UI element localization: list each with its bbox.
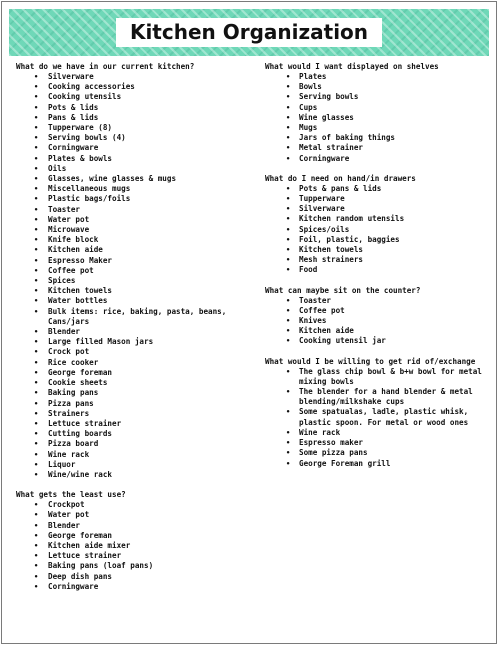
list-item-text: Baking pans (loaf pans): [48, 561, 154, 571]
bullet-icon: •: [34, 399, 39, 408]
list-item: [264, 72, 492, 82]
bullet-icon: •: [34, 409, 39, 418]
list-item-text: Large filled Mason jars: [48, 337, 154, 347]
bullet-icon: •: [34, 521, 39, 530]
bullet-icon: •: [286, 73, 291, 81]
list-item-text: Tupperware: [299, 194, 345, 204]
list-item-text: Spices/oils: [299, 224, 350, 234]
list-item-text: Lettuce strainer: [48, 418, 122, 428]
list-item-text: Crockpot: [48, 500, 85, 510]
bullet-icon: •: [34, 368, 39, 377]
bullet-icon: •: [286, 124, 291, 133]
bullet-icon: •: [286, 337, 291, 346]
list-item: [264, 92, 492, 102]
list-item: [15, 327, 255, 337]
list-item-text: Crock pot: [48, 347, 90, 357]
bullet-icon: •: [286, 144, 291, 153]
list-item: [15, 194, 255, 204]
section-heading: What do we have in our current kitchen?: [16, 62, 195, 71]
list-item: [15, 266, 255, 276]
section-heading: What do I need on hand/in drawers: [265, 173, 416, 183]
list-item-text: Espresso Maker: [48, 255, 113, 265]
list-item: [264, 133, 492, 143]
list-item: [15, 500, 255, 510]
list-item-text: Cooking utensils: [48, 92, 122, 102]
list-item: [264, 103, 492, 113]
list-item-text: Water pot: [48, 510, 90, 520]
section-least-use: [15, 489, 255, 592]
list-item-text: Pots & pans & lids: [299, 183, 382, 193]
list-item: [15, 551, 255, 561]
title-banner: [9, 9, 489, 56]
list-item: [264, 265, 492, 275]
bullet-icon: •: [34, 266, 39, 275]
bullet-icon: •: [286, 449, 291, 458]
list-item: [15, 531, 255, 541]
list-item: [15, 429, 255, 439]
list-item-text: Espresso maker: [299, 438, 364, 448]
list-item: [15, 378, 255, 388]
bullet-icon: •: [286, 408, 291, 417]
list-item-text: Wine glasses: [299, 112, 354, 122]
bullet-icon: •: [34, 287, 39, 296]
list-item: [15, 92, 255, 102]
list-item-text: Plates: [299, 72, 327, 81]
bullet-icon: •: [286, 225, 291, 234]
section-drawers: [264, 173, 492, 276]
list-item: [15, 399, 255, 409]
section-heading: What would I want displayed on shelves: [265, 62, 439, 71]
list-item-text: Wine rack: [48, 449, 90, 459]
page-title: Kitchen Organization: [116, 18, 382, 47]
list-item: [15, 582, 255, 592]
list-item-text: Food: [299, 265, 318, 275]
list-item: [264, 245, 492, 255]
list-item-text: Bowls: [299, 82, 322, 92]
list-item: [15, 470, 255, 480]
list-item-text: Metal strainer: [299, 143, 364, 153]
bullet-icon: •: [34, 144, 39, 153]
list-item: [15, 133, 255, 143]
document-page: [1, 1, 497, 644]
list-item: [15, 235, 255, 245]
list-item: [15, 113, 255, 123]
bullet-icon: •: [34, 277, 39, 286]
bullet-icon: •: [34, 460, 39, 469]
bullet-icon: •: [34, 195, 39, 204]
list-item: [264, 296, 492, 306]
right-column: [264, 61, 492, 478]
list-item-text: Rice cooker: [48, 357, 99, 367]
list-item: [264, 367, 492, 387]
list-item-text: Coffee pot: [299, 305, 345, 315]
list-item-text: Water bottles: [48, 296, 108, 306]
list-item-text: Corningware: [48, 581, 99, 591]
section-heading: What can maybe sit on the counter?: [265, 285, 421, 295]
bullet-icon: •: [286, 266, 291, 275]
bullet-icon: •: [34, 246, 39, 255]
list-item: [15, 82, 255, 92]
list-item: [264, 82, 492, 92]
list-item: [264, 214, 492, 224]
bullet-icon: •: [34, 501, 39, 510]
bullet-icon: •: [34, 83, 39, 92]
list-item: [15, 256, 255, 266]
bullet-icon: •: [34, 572, 39, 581]
bullet-icon: •: [286, 459, 291, 468]
list-item: [264, 448, 492, 458]
list-item: [15, 184, 255, 194]
list-item-text: Oils: [48, 163, 67, 173]
bullet-icon: •: [34, 541, 39, 550]
list-item-text: Kitchen random utensils: [299, 214, 405, 224]
bullet-icon: •: [34, 430, 39, 439]
list-item: [15, 510, 255, 520]
list-item: [15, 450, 255, 460]
bullet-icon: •: [286, 296, 291, 305]
bullet-icon: •: [286, 184, 291, 193]
list-item-text: Pans & lids: [48, 112, 99, 122]
list-item: [264, 123, 492, 133]
list-item: [264, 387, 492, 407]
list-item-text: Strainers: [48, 408, 90, 418]
list-item: [264, 428, 492, 438]
list-item-text: Kitchen aide: [48, 245, 103, 255]
list-item-text: Microwave: [48, 225, 90, 235]
list-item: [15, 307, 255, 327]
bullet-icon: •: [34, 470, 39, 479]
bullet-icon: •: [286, 246, 291, 255]
section-heading: What gets the least use?: [16, 490, 126, 500]
list-item: [15, 358, 255, 368]
bullet-list: [264, 72, 492, 164]
list-item: [15, 225, 255, 235]
bullet-icon: •: [34, 419, 39, 428]
list-item-text: Some spatualas, ladle, plastic whisk, plastic spoon. For metal or wood ones: [299, 407, 469, 427]
bullet-icon: •: [286, 235, 291, 244]
bullet-icon: •: [34, 552, 39, 561]
list-item-text: Silverware: [48, 72, 94, 81]
list-item-text: Serving bowls (4): [48, 133, 126, 143]
section-exchange: [264, 356, 492, 469]
list-item-text: Cutting boards: [48, 429, 113, 439]
bullet-icon: •: [286, 367, 291, 376]
list-item: [15, 103, 255, 113]
list-item-text: Glasses, wine glasses & mugs: [48, 174, 177, 184]
list-item-text: George Foreman grill: [299, 458, 391, 468]
bullet-icon: •: [34, 205, 39, 214]
list-item-text: Baking pans: [48, 388, 99, 398]
list-item-text: Jars of baking things: [299, 133, 396, 143]
bullet-icon: •: [286, 83, 291, 92]
bullet-list: [264, 367, 492, 469]
list-item-text: Lettuce strainer: [48, 551, 122, 561]
list-item: [264, 326, 492, 336]
bullet-icon: •: [286, 439, 291, 448]
bullet-icon: •: [34, 164, 39, 173]
list-item: [15, 296, 255, 306]
list-item: [15, 541, 255, 551]
list-item: [15, 276, 255, 286]
list-item: [264, 225, 492, 235]
bullet-icon: •: [286, 306, 291, 315]
list-item: [15, 521, 255, 531]
bullet-icon: •: [34, 73, 39, 81]
bullet-icon: •: [34, 226, 39, 235]
bullet-icon: •: [286, 103, 291, 112]
list-item-text: Kitchen aide mixer: [48, 540, 131, 550]
list-item-text: Kitchen towels: [299, 245, 364, 255]
list-item: [15, 347, 255, 357]
list-item-text: Pizza pans: [48, 398, 94, 408]
list-item: [264, 235, 492, 245]
bullet-icon: •: [34, 297, 39, 306]
list-item: [15, 419, 255, 429]
list-item-text: Cooking accessories: [48, 82, 135, 92]
bullet-icon: •: [34, 358, 39, 367]
list-item: [15, 572, 255, 582]
bullet-icon: •: [34, 531, 39, 540]
section-counter: [264, 285, 492, 347]
bullet-icon: •: [34, 93, 39, 102]
bullet-list: [15, 72, 255, 480]
bullet-icon: •: [34, 185, 39, 194]
bullet-icon: •: [286, 154, 291, 163]
bullet-icon: •: [286, 113, 291, 122]
list-item-text: Mesh strainers: [299, 255, 364, 265]
bullet-icon: •: [34, 154, 39, 163]
section-current-kitchen: [15, 61, 255, 480]
bullet-icon: •: [34, 215, 39, 224]
list-item-text: Knives: [299, 316, 327, 326]
list-item: [15, 245, 255, 255]
bullet-icon: •: [34, 103, 39, 112]
bullet-icon: •: [286, 93, 291, 102]
bullet-icon: •: [286, 428, 291, 437]
bullet-icon: •: [286, 215, 291, 224]
bullet-icon: •: [34, 389, 39, 398]
list-item-text: Blender: [48, 520, 81, 530]
list-item-text: Plastic bags/foils: [48, 194, 131, 204]
bullet-icon: •: [34, 113, 39, 122]
list-item-text: Bulk items: rice, baking, pasta, beans, Cans/jars: [48, 306, 227, 326]
list-item-text: Spices: [48, 276, 76, 286]
bullet-icon: •: [34, 582, 39, 591]
list-item-text: Pots & lids: [48, 102, 99, 112]
list-item: [15, 123, 255, 133]
bullet-icon: •: [34, 134, 39, 143]
list-item-text: Miscellaneous mugs: [48, 184, 131, 194]
list-item: [15, 205, 255, 215]
list-item: [15, 286, 255, 296]
list-item: [15, 174, 255, 184]
list-item-text: Toaster: [48, 204, 81, 214]
list-item: [264, 407, 492, 427]
bullet-icon: •: [34, 338, 39, 347]
bullet-icon: •: [34, 440, 39, 449]
list-item-text: Corningware: [299, 153, 350, 163]
list-item-text: Wine/wine rack: [48, 469, 113, 479]
list-item: [15, 409, 255, 419]
list-item-text: Mugs: [299, 123, 318, 133]
bullet-icon: •: [34, 562, 39, 571]
list-item: [15, 154, 255, 164]
list-item-text: Kitchen towels: [48, 286, 113, 296]
section-shelves: [264, 61, 492, 164]
bullet-icon: •: [34, 511, 39, 520]
list-item-text: Blender: [48, 327, 81, 337]
bullet-icon: •: [286, 388, 291, 397]
list-item-text: The glass chip bowl & b+w bowl for metal mixing bowls: [299, 366, 482, 386]
bullet-icon: •: [286, 195, 291, 204]
list-item: [264, 143, 492, 153]
list-item-text: Kitchen aide: [299, 326, 354, 336]
list-item-text: Plates & bowls: [48, 153, 113, 163]
list-item: [15, 561, 255, 571]
bullet-list: [264, 184, 492, 276]
list-item-text: George foreman: [48, 367, 113, 377]
bullet-icon: •: [34, 348, 39, 357]
list-item: [264, 336, 492, 346]
list-item: [15, 337, 255, 347]
list-item: [264, 194, 492, 204]
list-item-text: The blender for a hand blender & metal blending/milkshake cups: [299, 387, 473, 407]
list-item-text: Cooking utensil jar: [299, 336, 386, 346]
bullet-icon: •: [34, 307, 39, 316]
list-item: [15, 215, 255, 225]
list-item: [264, 204, 492, 214]
list-item-text: Pizza board: [48, 439, 99, 449]
bullet-icon: •: [34, 236, 39, 245]
bullet-icon: •: [286, 134, 291, 143]
list-item-text: Serving bowls: [299, 92, 359, 102]
bullet-list: [264, 296, 492, 347]
list-item-text: Wine rack: [299, 427, 341, 437]
bullet-icon: •: [286, 205, 291, 214]
bullet-icon: •: [286, 317, 291, 326]
bullet-icon: •: [34, 256, 39, 265]
bullet-icon: •: [34, 175, 39, 184]
list-item-text: Some pizza pans: [299, 448, 368, 458]
list-item: [15, 388, 255, 398]
list-item: [15, 72, 255, 82]
list-item: [264, 184, 492, 194]
bullet-icon: •: [34, 328, 39, 337]
list-item-text: Corningware: [48, 143, 99, 153]
left-column: [15, 61, 255, 601]
section-heading: What would I be willing to get rid of/exchange: [265, 356, 476, 366]
list-item: [15, 143, 255, 153]
list-item-text: Cookie sheets: [48, 378, 108, 388]
list-item-text: Liquor: [48, 459, 76, 469]
list-item-text: Foil, plastic, baggies: [299, 234, 400, 244]
list-item: [264, 316, 492, 326]
list-item-text: Toaster: [299, 295, 332, 305]
list-item-text: Cups: [299, 102, 318, 112]
list-item: [264, 438, 492, 448]
list-item: [264, 255, 492, 265]
list-item: [264, 113, 492, 123]
list-item: [15, 460, 255, 470]
list-item: [264, 306, 492, 316]
list-item-text: Coffee pot: [48, 265, 94, 275]
list-item-text: Knife block: [48, 235, 99, 245]
bullet-list: [15, 500, 255, 592]
bullet-icon: •: [34, 379, 39, 388]
bullet-icon: •: [286, 327, 291, 336]
bullet-icon: •: [286, 256, 291, 265]
list-item-text: Tupperware (8): [48, 123, 113, 133]
list-item: [264, 154, 492, 164]
list-item: [15, 439, 255, 449]
bullet-icon: •: [34, 450, 39, 459]
bullet-icon: •: [34, 124, 39, 133]
list-item-text: Water pot: [48, 214, 90, 224]
list-item-text: George foreman: [48, 530, 113, 540]
list-item-text: Silverware: [299, 204, 345, 214]
list-item: [15, 368, 255, 378]
list-item-text: Deep dish pans: [48, 571, 113, 581]
list-item: [15, 164, 255, 174]
list-item: [264, 459, 492, 469]
